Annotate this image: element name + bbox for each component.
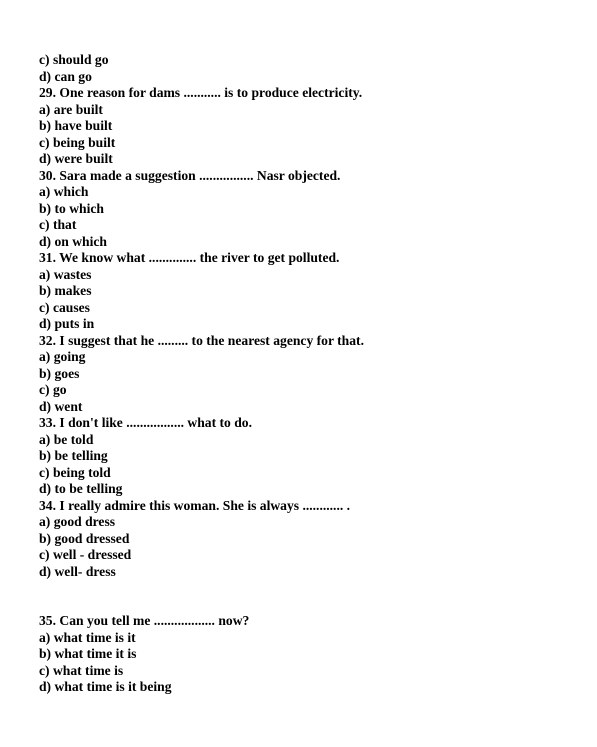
option-line: c) should go <box>39 52 109 67</box>
question-30 <box>39 168 579 251</box>
question-text: 29. One reason for dams ........... is to produce electricity. <box>39 85 363 100</box>
option-c: c) being built <box>39 134 116 150</box>
question-text: 31. We know what .............. the river to get polluted. <box>39 250 340 265</box>
question-35 <box>39 613 579 696</box>
question-text: 30. Sara made a suggestion ................ Nasr objected. <box>39 167 341 183</box>
option-b: b) be telling <box>39 448 108 463</box>
option-d: d) on which <box>39 233 107 249</box>
option-d: d) went <box>39 398 83 414</box>
blank-gap <box>39 580 579 613</box>
option-b: b) to which <box>39 200 104 216</box>
option-c: c) that <box>39 217 77 232</box>
option-c: c) what time is <box>39 662 124 678</box>
question-34 <box>39 498 579 581</box>
option-a: a) are built <box>39 101 103 117</box>
option-b: b) makes <box>39 283 92 298</box>
option-a: a) going <box>39 349 86 364</box>
option-a: a) good dress <box>39 514 116 529</box>
option-c: c) causes <box>39 299 90 315</box>
question-text: 35. Can you tell me .................. now? <box>39 613 250 628</box>
question-29 <box>39 85 579 168</box>
option-c: c) being told <box>39 464 111 480</box>
option-line: d) can go <box>39 68 92 84</box>
option-d: d) well- dress <box>39 563 116 579</box>
option-d: d) what time is it being <box>39 679 172 694</box>
option-c: c) well - dressed <box>39 547 132 562</box>
option-b: b) have built <box>39 118 113 133</box>
worksheet <box>39 52 579 696</box>
option-d: d) puts in <box>39 316 95 331</box>
option-d: d) were built <box>39 151 113 166</box>
option-b: b) goes <box>39 365 80 381</box>
question-31 <box>39 250 579 333</box>
option-c: c) go <box>39 382 67 397</box>
option-b: b) what time it is <box>39 646 137 661</box>
option-b: b) good dressed <box>39 530 130 546</box>
option-d: d) to be telling <box>39 481 123 496</box>
question-33 <box>39 415 579 498</box>
option-a: a) what time is it <box>39 629 136 645</box>
question-text: 33. I don't like ................. what to do. <box>39 415 252 430</box>
question-text: 34. I really admire this woman. She is always ............ . <box>39 497 351 513</box>
option-a: a) which <box>39 184 89 199</box>
question-text: 32. I suggest that he ......... to the nearest agency for that. <box>39 332 364 348</box>
option-a: a) be told <box>39 431 94 447</box>
question-32 <box>39 333 579 416</box>
option-a: a) wastes <box>39 266 92 282</box>
